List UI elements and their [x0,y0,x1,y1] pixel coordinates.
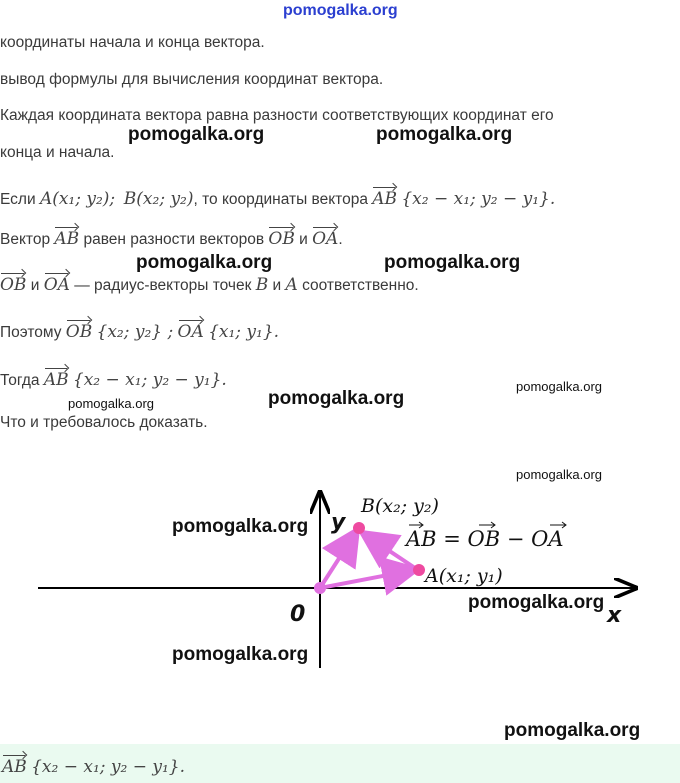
point-a-dot [413,564,425,576]
if-word: Если [0,191,40,208]
point-b-label: B(x₂; y₂) [361,495,439,517]
diagram-formula: AB = OB − OA [406,527,564,551]
vector-ab: AB [372,185,397,209]
y-axis-label: y [331,510,346,535]
and-word-3: и [268,277,286,294]
watermark: pomogalka.org [468,592,605,613]
diff-text: равен разности векторов [79,231,269,248]
radius-text: — радиус-векторы точек [69,277,256,294]
vector-ab-coords-2: {x₂ − x₁; y₂ − y₁}. [72,370,227,390]
vector-oa: OA [312,225,338,249]
vector-ob: OB [268,225,294,249]
vector-ob-coords: {x₂; y₂} ; [96,322,174,342]
point-b-dot [353,522,365,534]
answer-vector-ab: AB [2,753,27,777]
text-line-3a: Каждая координата вектора равна разности соответствующих координат его [0,107,554,124]
vector-ab-3: AB [44,366,69,390]
watermark: pomogalka.org [172,516,309,537]
vector-ab-2: AB [54,225,79,249]
vector-ob-arrow [320,532,356,588]
point-b: B [255,275,269,295]
watermark: pomogalka.org [384,252,521,273]
vector-ab-coords: {x₂ − x₁; y₂ − y₁}. [401,189,556,209]
x-axis-label: x [607,603,622,628]
vector-ob-3: OB [66,318,92,342]
point-b-coords: B(x₂; y₂) [123,189,194,209]
vector-oa-coords: {x₁; y₁}. [208,322,280,342]
point-a: A [285,275,298,295]
text-line-9: Что и требовалось доказать. [0,414,208,431]
watermark-top: pomogalka.org [283,2,398,19]
period: . [338,231,343,248]
watermark: pomogalka.org [516,467,602,482]
watermark: pomogalka.org [268,388,405,409]
watermark: pomogalka.org [172,644,309,665]
watermark: pomogalka.org [68,396,154,411]
and-word: и [294,231,313,248]
watermark: pomogalka.org [516,379,602,394]
answer-coords: {x₂ − x₁; y₂ − y₁}. [31,757,186,777]
origin-label: 0 [290,602,306,627]
vector-oa-2: OA [44,271,70,295]
watermark: pomogalka.org [136,252,273,273]
vector-ob-2: OB [0,271,26,295]
vector-word: Вектор [0,231,55,248]
origin-point [314,582,326,594]
answer-box [0,744,680,783]
text-line-2: вывод формулы для вычисления координат вектора. [0,71,384,88]
point-a-label: A(x₁; y₁) [425,565,503,587]
vector-oa-arrow [320,570,414,588]
therefore-word: Поэтому [0,324,66,341]
answer-formula [2,753,185,777]
respectively-text: соответственно. [297,277,419,294]
text-line-3b: конца и начала. [0,144,115,161]
then-text: , то координаты вектора [193,191,373,208]
vector-oa-3: OA [178,318,204,342]
watermark: pomogalka.org [504,720,641,741]
watermark: pomogalka.org [376,124,513,145]
text-line-1: координаты начала и конца вектора. [0,34,265,51]
then-word: Тогда [0,372,44,389]
watermark: pomogalka.org [128,124,265,145]
and-word-2: и [26,277,44,294]
point-a-coords: A(x₁; y₂); [39,189,116,209]
